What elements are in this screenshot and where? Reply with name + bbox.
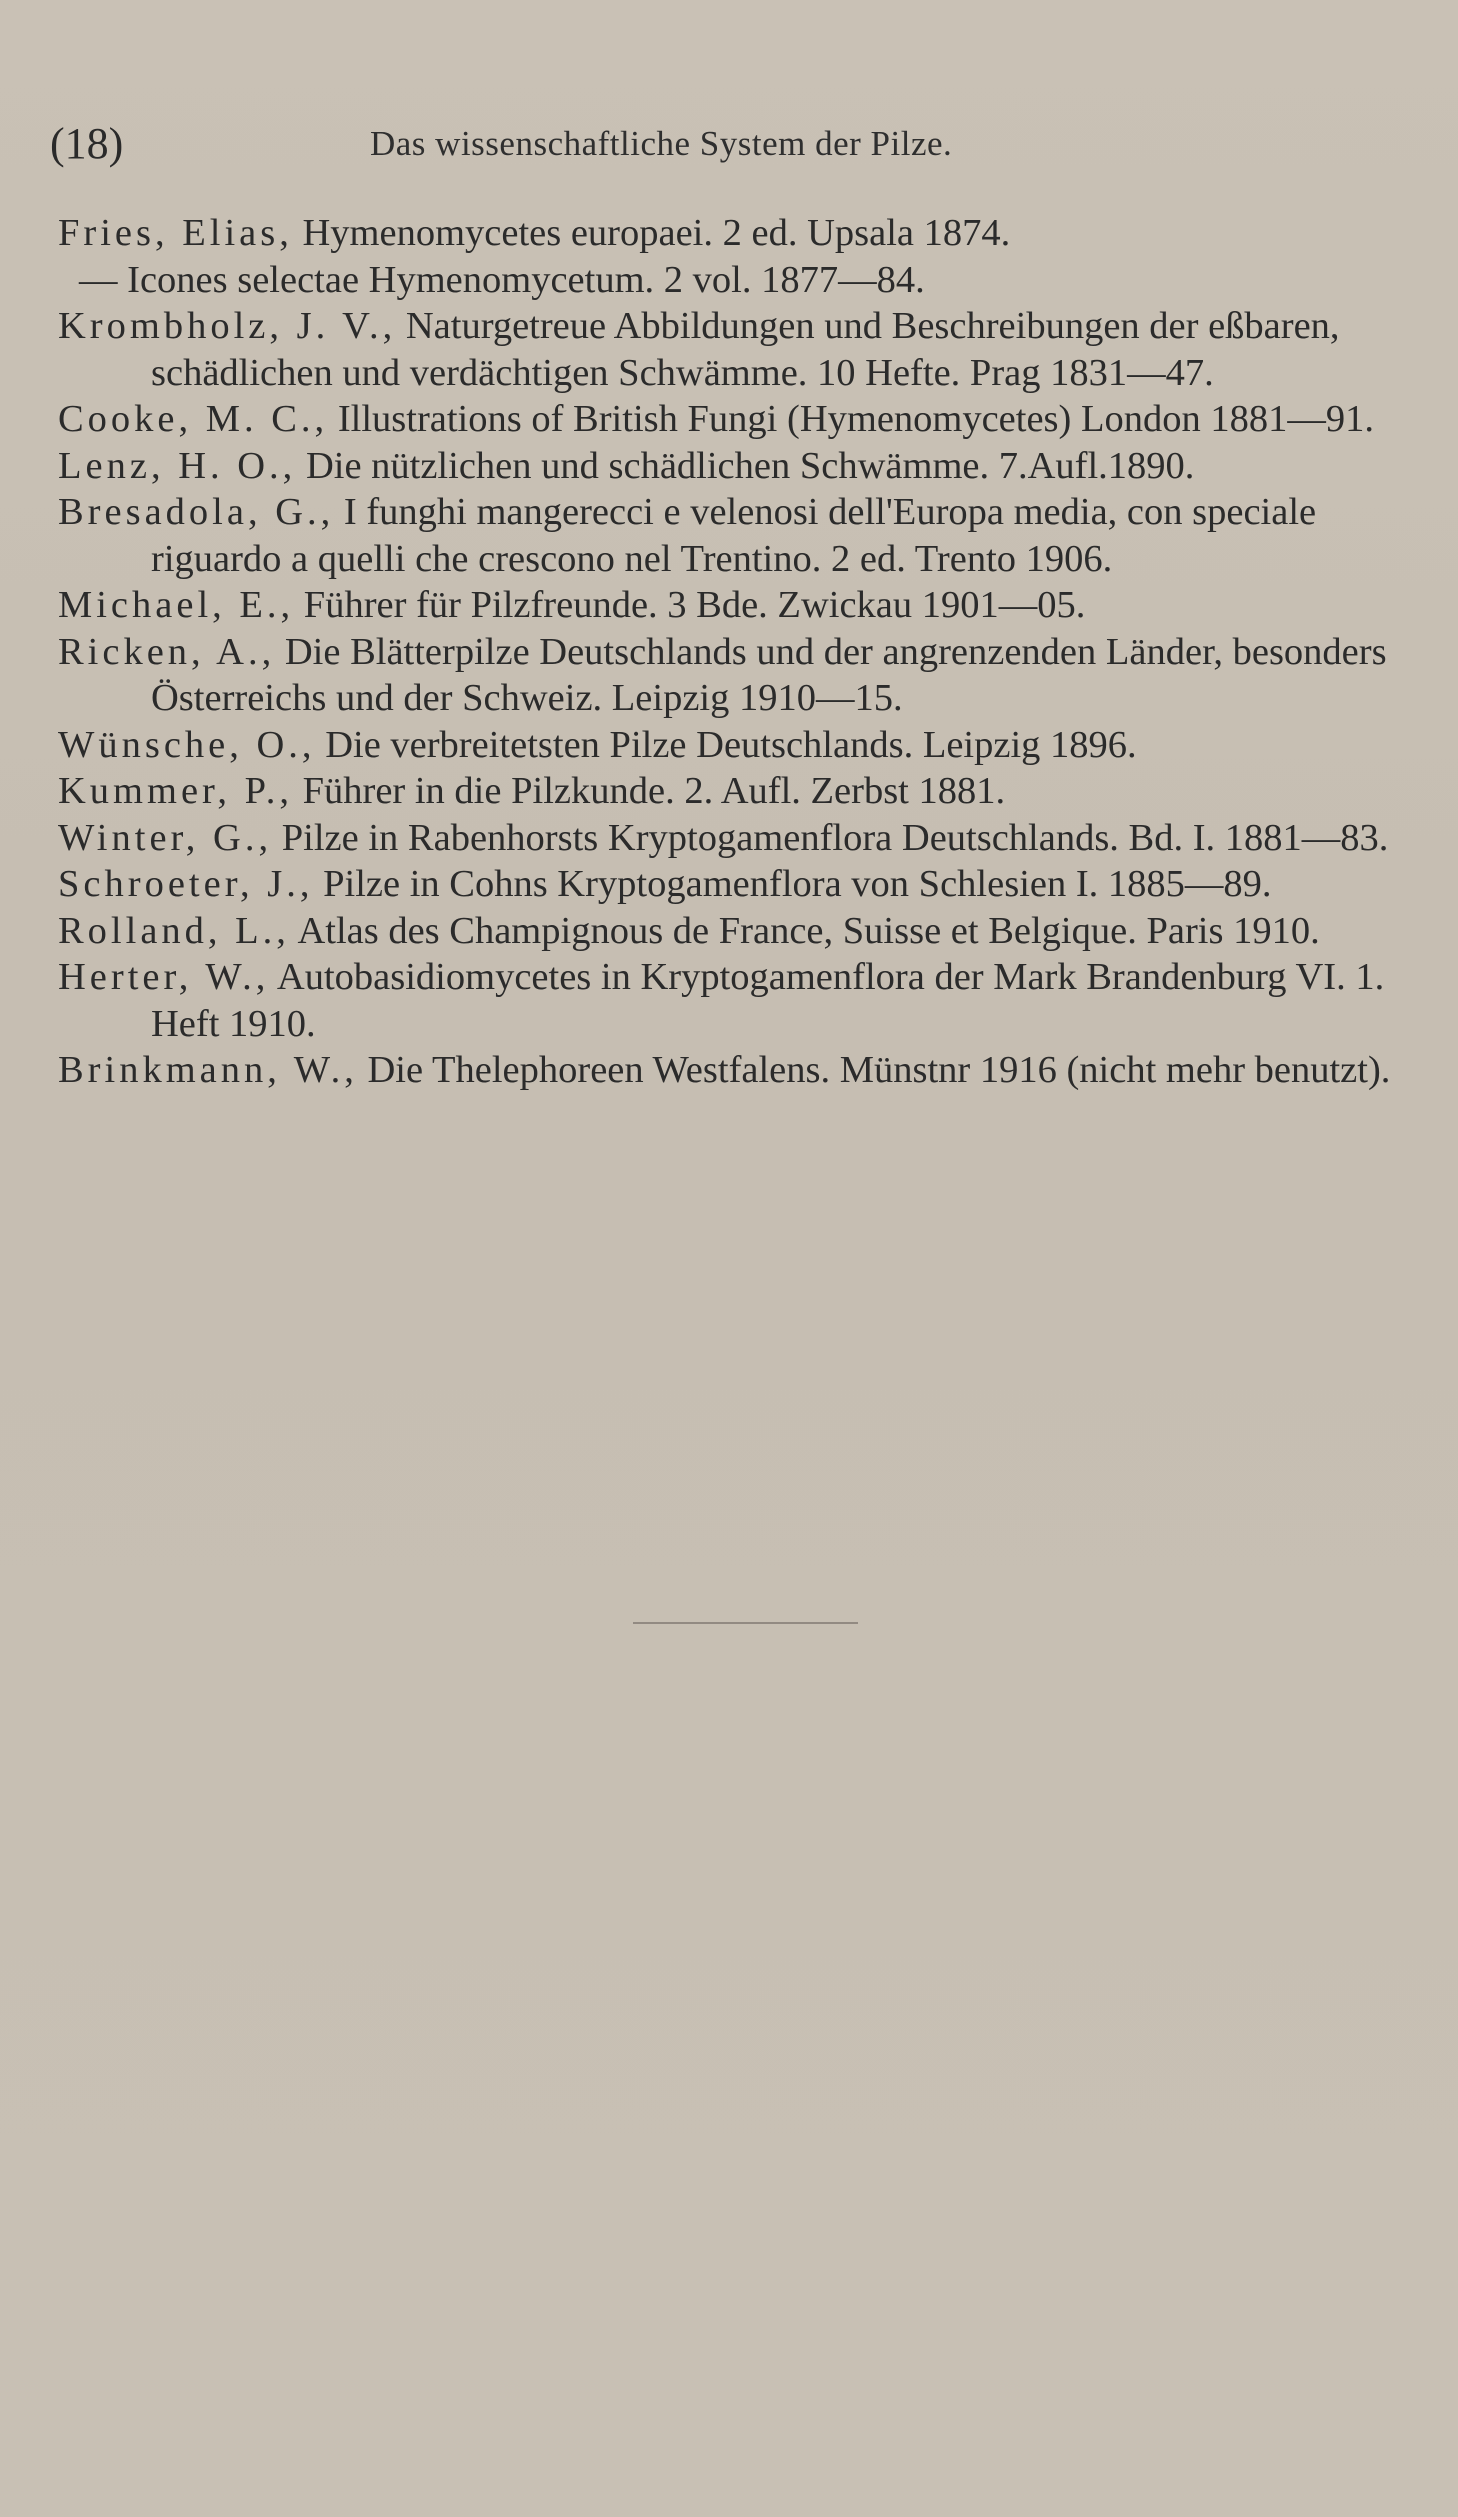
bibliography-entry [58, 257, 1416, 304]
entry-author: Krombholz, J. V., [58, 305, 397, 347]
bibliography-entry [58, 629, 1416, 722]
entry-text: I funghi mangerecci e velenosi dell'Europa media, con speciale riguardo a quelli che crescono nel Trentino. 2 ed. Trento 1906. [151, 491, 1317, 580]
bibliography-entry [58, 722, 1416, 769]
entry-text: Die verbreitetsten Pilze Deutschlands. Leipzig 1896. [325, 723, 1137, 766]
entry-author: Cooke, M. C., [58, 398, 329, 440]
entry-author: Fries, Elias, [58, 212, 293, 254]
bibliography-entry [58, 908, 1416, 955]
entry-author: Winter, G., [58, 816, 273, 859]
entry-author: — [79, 258, 128, 301]
entry-author: Rolland, L., [58, 909, 290, 952]
bibliography-entry [58, 768, 1416, 815]
entry-text: Die Thelephoreen Westfalens. Münstnr 1916 (nicht mehr benutzt). [367, 1049, 1391, 1091]
entry-text: Illustrations of British Fungi (Hymenomycetes) London 1881—91. [337, 398, 1375, 440]
entry-text: Die Blätterpilze Deutschlands und der angrenzenden Länder, besonders Österreichs und der Schweiz. Leipzig 1910—15. [151, 630, 1387, 719]
entry-text: Atlas des Champignous de France, Suisse et Belgique. Paris 1910. [297, 909, 1320, 952]
entry-author: Bresadola, G., [58, 491, 335, 533]
bibliography-entry [58, 396, 1416, 443]
bibliography-entry [58, 489, 1416, 582]
entry-text: Pilze in Cohns Kryptogamenflora von Schlesien I. 1885—89. [323, 863, 1272, 905]
page-number: (18) [50, 119, 124, 168]
entry-author: Schroeter, J., [58, 863, 314, 905]
bibliography-entry [58, 582, 1416, 629]
entry-text: Führer für Pilzfreunde. 3 Bde. Zwickau 1901—05. [303, 584, 1086, 626]
bibliography-entry [58, 303, 1416, 396]
bibliography-list [58, 210, 1416, 1094]
entry-text: Pilze in Rabenhorsts Kryptogamenflora Deutschlands. Bd. I. 1881—83. [281, 816, 1389, 859]
entry-text: Führer in die Pilzkunde. 2. Aufl. Zerbst 1881. [302, 770, 1006, 812]
entry-author: Lenz, H. O., [58, 444, 297, 487]
bibliography-entry [58, 815, 1416, 862]
section-divider [633, 1622, 858, 1624]
entry-text: Autobasidiomycetes in Kryptogamenflora der Mark Brandenburg VI. 1. Heft 1910. [151, 956, 1385, 1045]
bibliography-entry [58, 861, 1416, 908]
entry-author: Herter, W., [58, 956, 270, 998]
bibliography-entry [58, 443, 1416, 490]
bibliography-entry [58, 210, 1416, 257]
entry-author: Brinkmann, W., [58, 1049, 358, 1091]
entry-text: Die nützlichen und schädlichen Schwämme. 7.Aufl.1890. [305, 444, 1195, 487]
entry-text: Naturgetreue Abbildungen und Beschreibungen der eßbaren, schädlichen und verdächtigen Schwämme. 10 Hefte. Prag 1831—47. [151, 305, 1340, 394]
entry-author: Ricken, A., [58, 630, 276, 673]
bibliography-entry [58, 1047, 1416, 1094]
bibliography-entry [58, 954, 1416, 1047]
running-title: Das wissenschaftliche System der Pilze. [370, 124, 953, 163]
entry-text: Hymenomycetes europaei. 2 ed. Upsala 1874. [302, 212, 1011, 254]
entry-author: Wünsche, O., [58, 723, 316, 766]
entry-author: Kummer, P., [58, 770, 293, 812]
entry-author: Michael, E., [58, 584, 295, 626]
entry-text: Icones selectae Hymenomycetum. 2 vol. 1877—84. [127, 258, 925, 301]
